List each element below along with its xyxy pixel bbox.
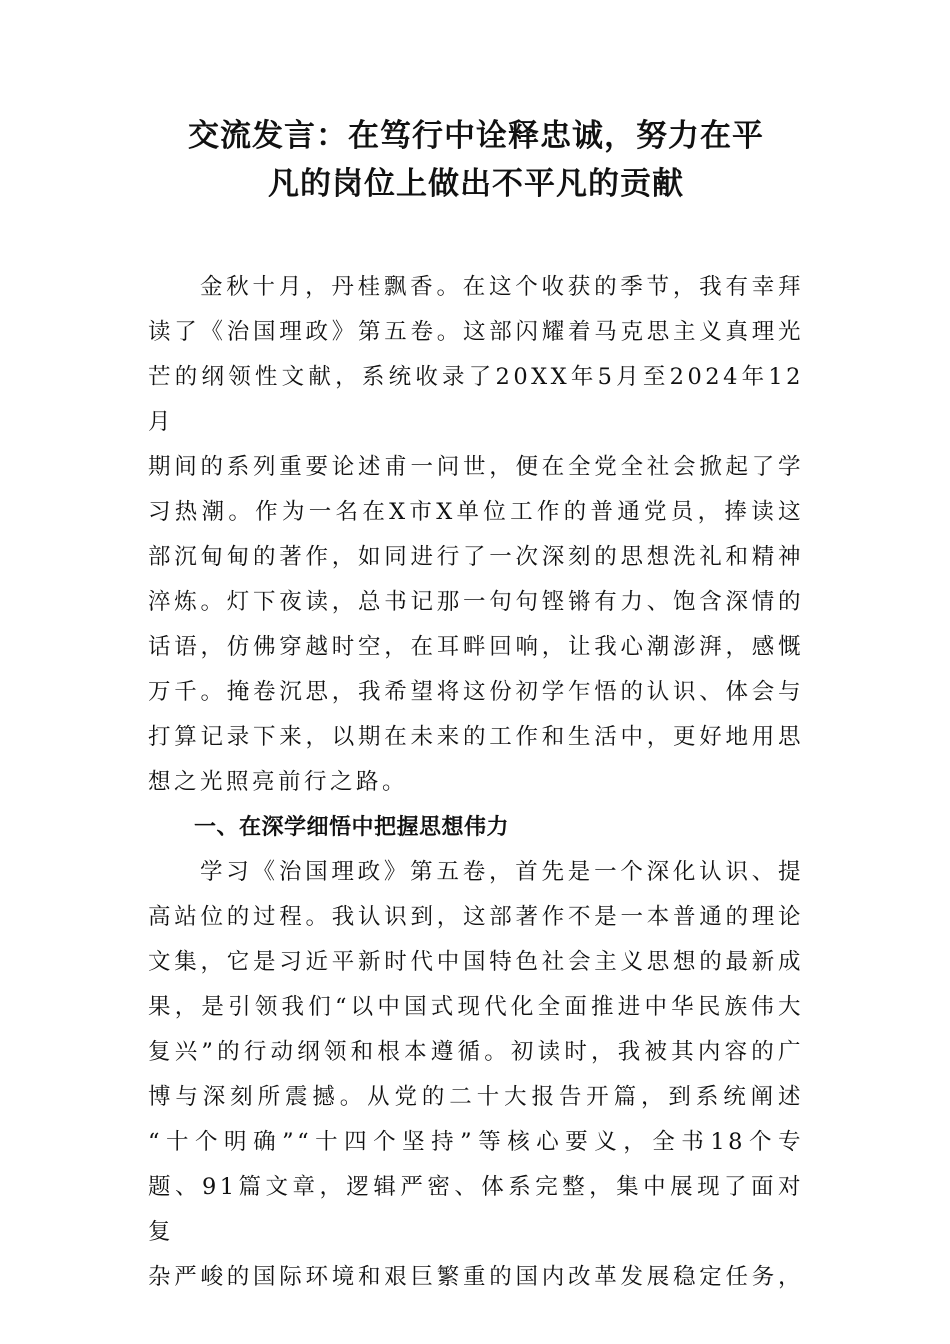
section-heading-1: 一、在深学细悟中把握思想伟力 [194, 815, 510, 840]
text-line: 想之光照亮前行之路。 [148, 769, 409, 795]
text-line: 博与深刻所震撼。从党的二十大报告开篇，到系统阐述 [148, 1084, 804, 1110]
text-line: 期间的系列重要论述甫一问世，便在全党全社会掀起了学 [148, 454, 804, 480]
text-line: 习热潮。作为一名在X市X单位工作的普通党员，捧读这 [148, 499, 804, 525]
text-line: 学习《治国理政》第五卷，首先是一个深化认识、提 [200, 859, 804, 885]
text-line: 文集，它是习近平新时代中国特色社会主义思想的最新成 [148, 949, 804, 975]
document-body [148, 265, 804, 1300]
text-line: 淬炼。灯下夜读，总书记那一句句铿锵有力、饱含深情的 [148, 589, 804, 615]
document-title [148, 112, 804, 208]
text-line: 金秋十月，丹桂飘香。在这个收获的季节，我有幸拜 [200, 274, 804, 300]
paragraph-section-1 [148, 850, 804, 1300]
title-line: 交流发言：在笃行中诠释忠诚，努力在平 [188, 118, 764, 154]
document-page [148, 112, 804, 1300]
text-line: 话语，仿佛穿越时空，在耳畔回响，让我心潮澎湃，感慨 [148, 634, 804, 660]
text-line: 部沉甸甸的著作，如同进行了一次深刻的思想洗礼和精神 [148, 544, 804, 570]
text-line: 打算记录下来，以期在未来的工作和生活中，更好地用思 [148, 724, 804, 750]
text-line: “十个明确”“十四个坚持”等核心要义，全书18个专 [148, 1129, 804, 1155]
text-line: 复兴”的行动纲领和根本遵循。初读时，我被其内容的广 [148, 1039, 804, 1065]
text-line: 果，是引领我们“以中国式现代化全面推进中华民族伟大 [148, 994, 804, 1020]
text-line: 芒的纲领性文献，系统收录了20XX年5月至2024年12月 [148, 364, 804, 435]
text-line: 读了《治国理政》第五卷。这部闪耀着马克思主义真理光 [148, 319, 804, 345]
paragraph-intro [148, 265, 804, 805]
text-line: 题、91篇文章，逻辑严密、体系完整，集中展现了面对复 [148, 1174, 804, 1245]
title-line: 凡的岗位上做出不平凡的贡献 [268, 166, 684, 202]
text-line: 万千。掩卷沉思，我希望将这份初学乍悟的认识、体会与 [148, 679, 804, 705]
text-line: 高站位的过程。我认识到，这部著作不是一本普通的理论 [148, 904, 804, 930]
text-line: 杂严峻的国际环境和艰巨繁重的国内改革发展稳定任务， [148, 1264, 804, 1290]
